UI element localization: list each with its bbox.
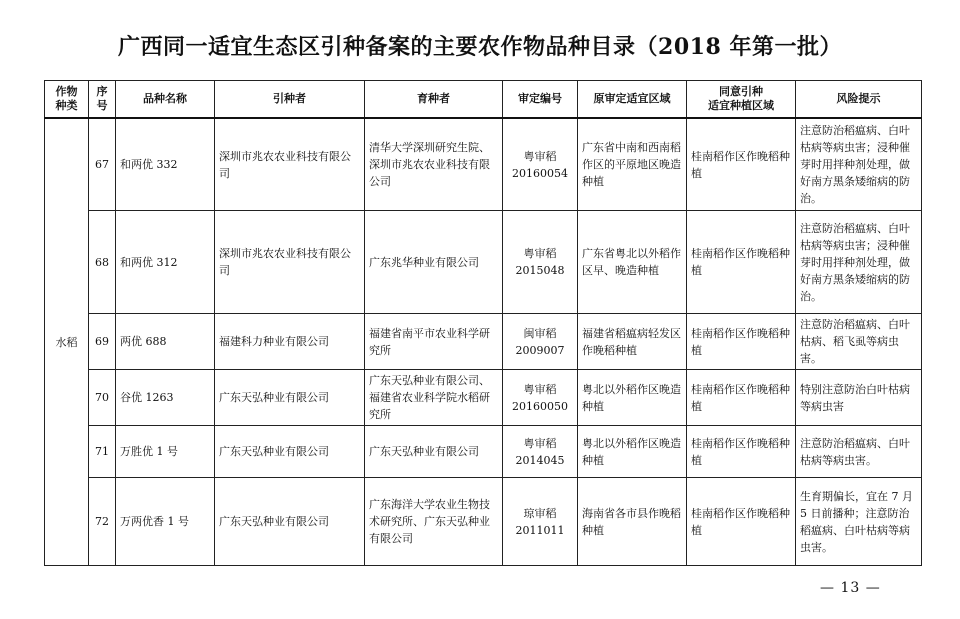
introducer-cell: 深圳市兆农农业科技有限公司 [215,118,365,211]
target-region-cell: 桂南稻作区作晚稻种植 [687,478,796,566]
page-title: 广西同一适宜生态区引种备案的主要农作物品种目录（2018 年第一批） [118,34,842,60]
introducer-cell: 广东天弘种业有限公司 [215,478,365,566]
introducer-cell: 深圳市兆农农业科技有限公司 [215,211,365,314]
target-region-cell: 桂南稻作区作晚稻种植 [687,314,796,370]
page-number: — 13 — [820,580,881,596]
introducer-cell: 福建科力种业有限公司 [215,314,365,370]
origin-region-cell: 广东省粤北以外稻作区早、晚造种植 [578,211,687,314]
approval-cell: 粤审稻 2014045 [503,426,578,478]
origin-region-cell: 海南省各市县作晚稻种植 [578,478,687,566]
seq-cell: 72 [89,478,116,566]
header-seq: 序 号 [89,81,116,119]
header-introducer: 引种者 [215,81,365,119]
approval-cell: 粤审稻 20160050 [503,370,578,426]
seq-cell: 70 [89,370,116,426]
seq-cell: 67 [89,118,116,211]
origin-region-cell: 粤北以外稻作区晚造种植 [578,370,687,426]
variety-cell: 两优 688 [116,314,215,370]
risk-cell: 特别注意防治白叶枯病等病虫害 [796,370,922,426]
variety-cell: 和两优 312 [116,211,215,314]
approval-cell: 琼审稻 2011011 [503,478,578,566]
variety-cell: 和两优 332 [116,118,215,211]
variety-cell: 万两优香 1 号 [116,478,215,566]
risk-cell: 注意防治稻瘟病、白叶枯病等病虫害。 [796,426,922,478]
crop-type-cell: 水稻 [45,118,89,566]
variety-cell: 谷优 1263 [116,370,215,426]
target-region-cell: 桂南稻作区作晚稻种植 [687,211,796,314]
risk-cell: 注意防治稻瘟病、白叶枯病等病虫害；浸种催芽时用拌种剂处理，做好南方黑条矮缩病的防治。 [796,118,922,211]
header-origin-region: 原审定适宜区域 [578,81,687,119]
table-row [45,370,922,426]
seq-cell: 71 [89,426,116,478]
header-approval: 审定编号 [503,81,578,119]
breeder-cell: 广东海洋大学农业生物技术研究所、广东天弘种业有限公司 [365,478,503,566]
breeder-cell: 广东天弘种业有限公司、福建省农业科学院水稻研究所 [365,370,503,426]
table-row [45,211,922,314]
table-row [45,478,922,566]
risk-cell: 注意防治稻瘟病、白叶枯病等病虫害；浸种催芽时用拌种剂处理，做好南方黑条矮缩病的防治。 [796,211,922,314]
table-row [45,118,922,211]
breeder-cell: 福建省南平市农业科学研究所 [365,314,503,370]
variety-cell: 万胜优 1 号 [116,426,215,478]
approval-cell: 粤审稻 20160054 [503,118,578,211]
origin-region-cell: 广东省中南和西南稻作区的平原地区晚造种植 [578,118,687,211]
origin-region-cell: 粤北以外稻作区晚造种植 [578,426,687,478]
approval-cell: 粤审稻 2015048 [503,211,578,314]
approval-cell: 闽审稻 2009007 [503,314,578,370]
target-region-cell: 桂南稻作区作晚稻种植 [687,118,796,211]
seq-cell: 68 [89,211,116,314]
variety-catalog-table [44,80,922,566]
introducer-cell: 广东天弘种业有限公司 [215,370,365,426]
target-region-cell: 桂南稻作区作晚稻种植 [687,426,796,478]
table-row [45,314,922,370]
risk-cell: 注意防治稻瘟病、白叶枯病、稻飞虱等病虫害。 [796,314,922,370]
risk-cell: 生育期偏长，宜在 7 月 5 日前播种；注意防治稻瘟病、白叶枯病等病虫害。 [796,478,922,566]
table-header-row [45,81,922,119]
origin-region-cell: 福建省稻瘟病轻发区作晚稻种植 [578,314,687,370]
seq-cell: 69 [89,314,116,370]
target-region-cell: 桂南稻作区作晚稻种植 [687,370,796,426]
header-risk: 风险提示 [796,81,922,119]
header-breeder: 育种者 [365,81,503,119]
breeder-cell: 广东兆华种业有限公司 [365,211,503,314]
breeder-cell: 清华大学深圳研究生院、深圳市兆农农业科技有限公司 [365,118,503,211]
header-variety: 品种名称 [116,81,215,119]
breeder-cell: 广东天弘种业有限公司 [365,426,503,478]
introducer-cell: 广东天弘种业有限公司 [215,426,365,478]
table-row [45,426,922,478]
header-crop: 作物 种类 [45,81,89,119]
header-target-region: 同意引种 适宜种植区域 [687,81,796,119]
